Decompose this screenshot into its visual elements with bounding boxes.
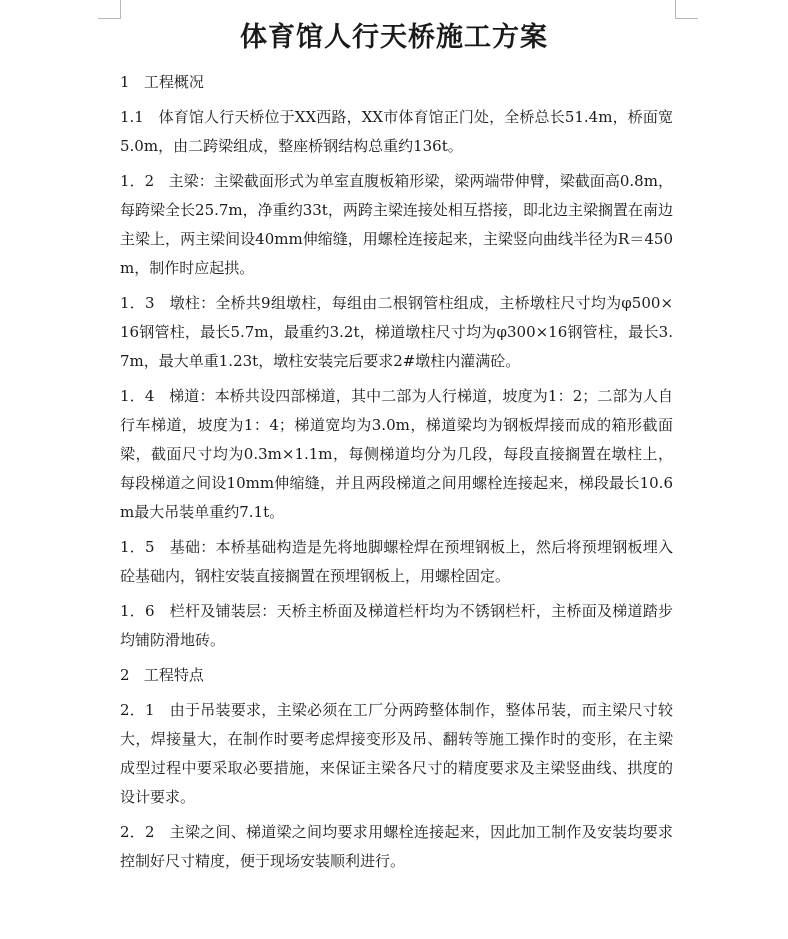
paragraph-text: 由于吊装要求，主梁必须在工厂分两跨整体制作，整体吊装，而主梁尺寸较大，焊接量大，在制作时要考虑焊接变形及吊、翻转等施工操作时的变形，在主梁成型过程中要采取必要措施，来保证主梁各尺寸的精度要求及主梁竖曲线、拱度的设计要求。 bbox=[120, 701, 673, 806]
crop-mark-top-left bbox=[98, 0, 121, 19]
paragraph-2-2 bbox=[120, 818, 673, 876]
crop-mark-top-right bbox=[675, 0, 698, 19]
paragraph-number: 1．4 bbox=[120, 387, 155, 405]
section-number: 1 bbox=[120, 73, 130, 91]
section-number: 2 bbox=[120, 666, 130, 684]
document-title: 体育馆人行天桥施工方案 bbox=[240, 22, 548, 53]
paragraph-number: 1．5 bbox=[120, 538, 155, 556]
paragraph-number: 1．2 bbox=[120, 172, 155, 190]
paragraph-number: 1．6 bbox=[120, 602, 155, 620]
paragraph-2-1 bbox=[120, 696, 673, 812]
paragraph-1-6 bbox=[120, 597, 673, 655]
paragraph-1-2 bbox=[120, 167, 673, 283]
paragraph-number: 2．2 bbox=[120, 823, 155, 841]
paragraph-number: 2．1 bbox=[120, 701, 155, 719]
document-body bbox=[120, 68, 673, 882]
section-title: 工程特点 bbox=[143, 666, 204, 684]
paragraph-text: 主梁：主梁截面形式为单室直腹板箱形梁，梁两端带伸臂，梁截面高0.8m，每跨梁全长25.7m，净重约33t，两跨主梁连接处相互搭接，即北边主梁搁置在南边主梁上，两主梁间设40mm伸缩缝，用螺栓连接起来，主梁竖向曲线半径为R＝450m，制作时应起拱。 bbox=[120, 172, 673, 277]
paragraph-number: 1．3 bbox=[120, 294, 155, 312]
section-heading-1 bbox=[120, 68, 673, 97]
paragraph-1-4 bbox=[120, 382, 673, 527]
paragraph-text: 体育馆人行天桥位于XX西路，XX市体育馆正门处，全桥总长51.4m，桥面宽5.0m，由二跨梁组成，整座桥钢结构总重约136t。 bbox=[120, 108, 673, 155]
paragraph-text: 基础：本桥基础构造是先将地脚螺栓焊在预埋钢板上，然后将预埋钢板埋入砼基础内，钢柱安装直接搁置在预埋钢板上，用螺栓固定。 bbox=[120, 538, 673, 585]
paragraph-text: 梯道：本桥共设四部梯道，其中二部为人行梯道，坡度为1：2；二部为人自行车梯道，坡度为1：4；梯道宽均为3.0m，梯道梁均为钢板焊接而成的箱形截面梁，截面尺寸均为0.3m×1.1m，每侧梯道均分为几段，每段直接搁置在墩柱上，每段梯道之间设10mm伸缩缝，并且两段梯道之间用螺栓连接起来，梯段最长10.6m最大吊装单重约7.1t。 bbox=[120, 387, 674, 521]
paragraph-text: 墩柱：全桥共9组墩柱，每组由二根钢管柱组成，主桥墩柱尺寸均为φ500×16钢管柱，最长5.7m，最重约3.2t，梯道墩柱尺寸均为φ300×16钢管柱，最长3.7m，最大单重1.23t，墩柱安装完后要求2#墩柱内灌满砼。 bbox=[120, 294, 674, 370]
paragraph-number: 1.1 bbox=[120, 108, 144, 126]
paragraph-1-1 bbox=[120, 103, 673, 161]
section-heading-2 bbox=[120, 661, 673, 690]
paragraph-1-5 bbox=[120, 533, 673, 591]
paragraph-text: 栏杆及铺装层：天桥主桥面及梯道栏杆均为不锈钢栏杆，主桥面及梯道踏步均铺防滑地砖。 bbox=[120, 602, 673, 649]
paragraph-text: 主梁之间、梯道梁之间均要求用螺栓连接起来，因此加工制作及安装均要求控制好尺寸精度，便于现场安装顺利进行。 bbox=[120, 823, 673, 870]
section-title: 工程概况 bbox=[143, 73, 204, 91]
paragraph-1-3 bbox=[120, 289, 673, 376]
